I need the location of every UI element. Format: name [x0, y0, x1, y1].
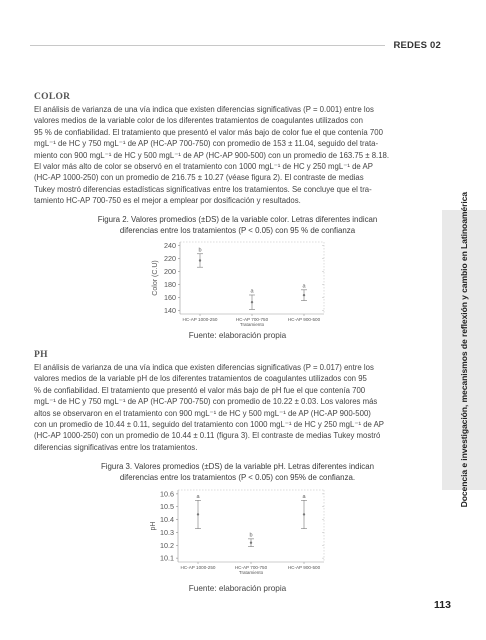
text-line: altos se observaron en el tratamiento con 900 mgL⁻¹ de HC y 500 mgL⁻¹ de AP (HC-AP 900-500): [34, 408, 371, 418]
text-line: valores medios de la variable color de los diferentes tratamientos de coagulantes utilizados con: [34, 116, 363, 126]
y-tick-label: 10.1: [160, 553, 174, 563]
text-line: con un promedio de 10.44 ± 0.11, seguido del tratamiento con 1000 mgL⁻¹ de HC y 250 mgL⁻¹ de AP: [34, 420, 385, 430]
x-tick-label: HC-AP 1000-250: [182, 317, 218, 322]
y-axis-label: pH: [150, 521, 157, 531]
section-paragraph: [34, 104, 441, 207]
text-line: El análisis de varianza de una vía indica que existen diferencias significativas (P = 0.017) entre los: [34, 363, 374, 372]
text-line: mgL⁻¹ de HC y 750 mgL⁻¹ de AP (HC-AP 700-750) con promedio de 153 ± 11.04, seguido del trata-: [34, 139, 379, 149]
y-tick-label: 10.4: [160, 515, 174, 525]
y-tick-label: 200: [164, 266, 176, 276]
running-head: REDES 02: [393, 39, 441, 51]
figure-2-chart: [150, 236, 340, 341]
y-tick-label: 220: [164, 253, 176, 263]
text-line: % de confiabilidad. El tratamiento que presentó el valor más bajo de pH fue el que contenía 700: [34, 385, 366, 395]
text-line: tamiento HC-AP 700-750 es el mejor a emplear por dosificación y resultados.: [34, 196, 301, 206]
caption-line: Figura 3. Valores promedios (±DS) de la variable pH. Letras diferentes indican: [100, 462, 375, 471]
y-tick-label: 10.3: [160, 527, 174, 537]
significance-letter: b: [249, 532, 253, 539]
text-line: valores medios de la variable pH de los diferentes tratamientos de coagulantes utilizados con 95: [34, 374, 367, 384]
mean-point: [197, 513, 199, 515]
y-tick-label: 160: [164, 293, 176, 303]
text-line: El valor más alto de color se observó en el tratamiento con 1000 mgL⁻¹ de HC y 250 mgL⁻¹ de AP: [34, 162, 373, 172]
mean-point: [250, 542, 252, 544]
source-note: Fuente: elaboración propia: [188, 331, 287, 340]
significance-letter: a: [302, 283, 306, 290]
y-tick-label: 180: [164, 280, 176, 290]
running-header: [0, 38, 441, 52]
caption-line: diferencias entre los tratamientos (P < 0.05) con 95% de confianza.: [119, 473, 356, 482]
y-tick-label: 240: [164, 240, 176, 250]
caption-line: Figura 2. Valores promedios (±DS) de la variable color. Letras diferentes indican: [97, 215, 378, 224]
section-paragraph: [34, 362, 441, 453]
x-tick-label: HC-AP 700-750: [234, 565, 268, 570]
caption-line: diferencias entre los tratamientos (P < 0.05) con 95 % de confianza: [119, 226, 356, 235]
source-note: Fuente: elaboración propia: [188, 584, 287, 593]
y-tick-label: 10.5: [160, 502, 174, 512]
text-line: mgL⁻¹ de HC y 750 mgL⁻¹ de AP (HC-AP 700-750) con promedio de 10.22 ± 0.03. Los valores más: [34, 397, 378, 407]
section-title: PH: [34, 350, 48, 360]
significance-letter: a: [302, 493, 306, 500]
figure-2-caption: [34, 214, 441, 236]
significance-letter: b: [198, 247, 202, 254]
figure-3-chart: [148, 484, 340, 587]
x-tick-label: HC-AP 1000-250: [180, 565, 216, 570]
x-tick-label: HC-AP 900-500: [287, 565, 321, 570]
ph-chart: [148, 484, 340, 582]
text-line: (HC-AP 1000-250) con un promedio de 10.44 ± 0.11 (figura 3). El contraste de medias Tukey mostró: [34, 431, 381, 441]
figure-3-caption: [34, 461, 441, 483]
x-axis-label: Tratamiento: [239, 322, 265, 327]
text-line: Tukey mostró diferencias estadísticas significativas entre los tratamientos. Se concluye que el tra-: [34, 184, 372, 194]
text-line: miento con 900 mgL⁻¹ de HC y 500 mgL⁻¹ de AP (HC-AP 900-500) con un promedio de 163.75 ± 8.18.: [34, 150, 390, 160]
page-number: 113: [434, 599, 451, 611]
text-line: (HC-AP 1000-250) con un promedio de 216.75 ± 10.27 (véase figura 2). El contraste de medias: [34, 173, 364, 183]
section-color: [34, 92, 441, 207]
y-tick-label: 140: [164, 306, 176, 316]
x-axis-label: Tratamiento: [238, 570, 264, 575]
side-tab-label: Docencia e investigación, mecanismos de reflexión y cambio en Latinoamérica: [459, 192, 469, 508]
y-tick-label: 10.2: [160, 540, 174, 550]
figure-2-source: [34, 331, 441, 340]
text-line: 95 % de confiabilidad. El tratamiento que presentó el valor más bajo de color fue el que contenía 700: [34, 127, 383, 137]
text-line: El análisis de varianza de una vía indica que existen diferencias significativas (P = 0.001) entre los: [34, 105, 374, 114]
mean-point: [251, 301, 253, 303]
y-axis-label: Color (C.U): [152, 260, 159, 296]
x-tick-label: HC-AP 900-500: [287, 317, 321, 322]
section-ph: [34, 350, 441, 453]
section-title: COLOR: [34, 92, 71, 102]
text-line: diferencias significativas entre los tratamientos.: [34, 442, 198, 452]
significance-letter: a: [250, 288, 254, 295]
significance-letter: a: [196, 493, 200, 500]
mean-point: [303, 513, 305, 515]
header-rule: [30, 45, 385, 46]
side-tab-label-wrap: [453, 192, 475, 508]
y-tick-label: 10.6: [160, 489, 174, 499]
mean-point: [199, 259, 201, 261]
x-tick-label: HC-AP 700-750: [235, 317, 269, 322]
figure-3-source: [34, 584, 441, 593]
color-chart: [150, 236, 340, 336]
mean-point: [303, 294, 305, 296]
